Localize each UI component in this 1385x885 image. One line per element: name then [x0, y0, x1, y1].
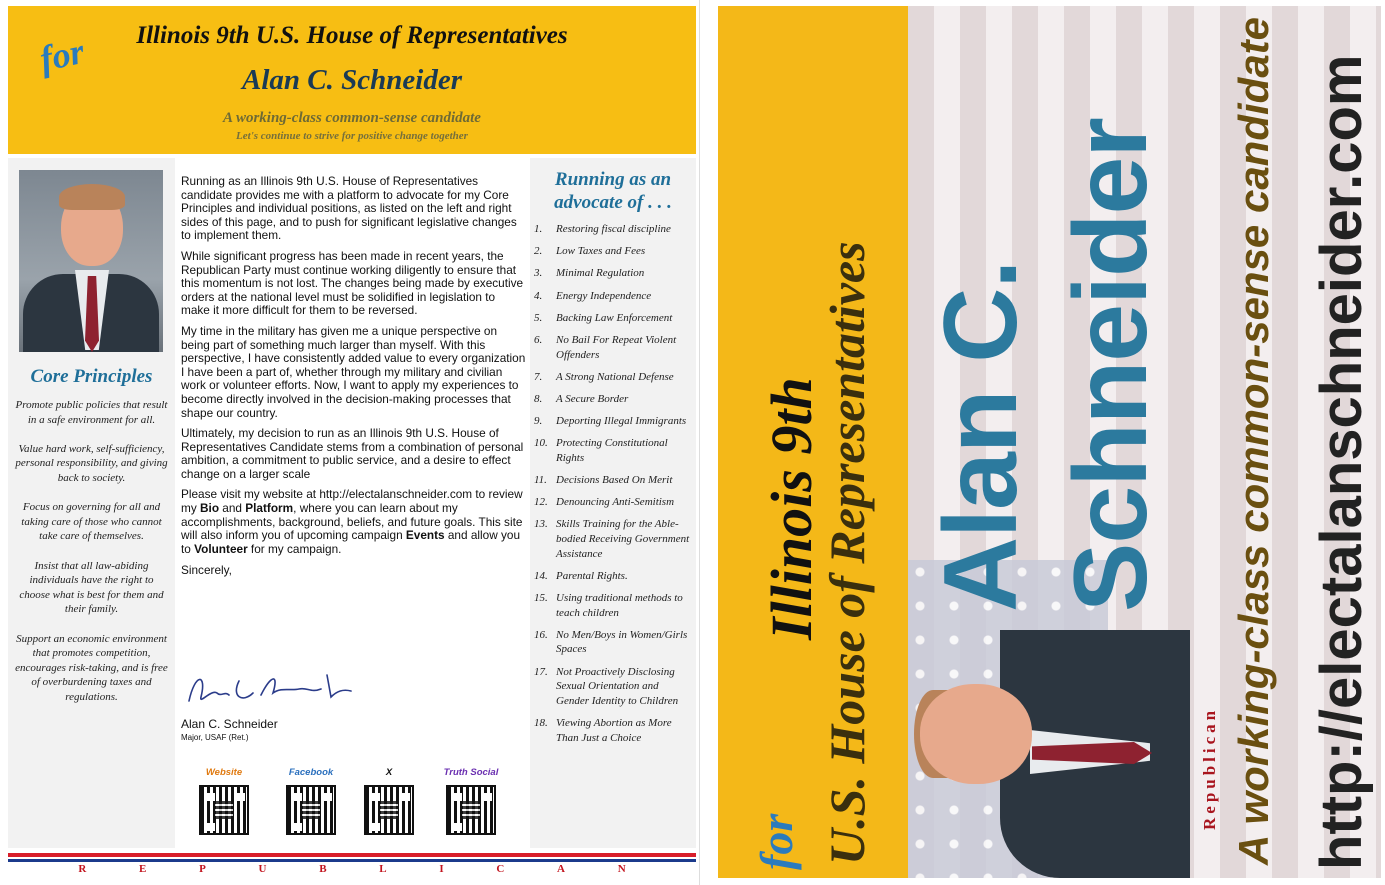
advocate-item: [534, 665, 694, 709]
item-text: Protecting Constitutional Rights: [556, 437, 668, 464]
footer-letter: U: [258, 863, 267, 875]
footer-letter: R: [78, 863, 87, 875]
core-principle-item: Value hard work, self-sufficiency, personal responsibility, and giving back to society.: [15, 442, 168, 484]
text-run: and allow you to: [181, 528, 521, 556]
item-text: Minimal Regulation: [556, 267, 645, 280]
advocate-title-line: advocate of . . .: [554, 192, 672, 213]
item-number: 2.: [534, 245, 543, 258]
item-text: Viewing Abortion as More Than Just a Choice: [556, 716, 672, 744]
sign-last-name: Schneider: [1053, 118, 1169, 612]
flyer-header: [8, 6, 696, 154]
sign-party: Republican: [1200, 706, 1219, 830]
advocate-item: [534, 716, 694, 745]
advocate-item: [534, 370, 694, 385]
item-text: Not Proactively Disclosing Sexual Orientation and Gender Identity to Children: [556, 665, 679, 707]
qr-truth-social[interactable]: [431, 767, 511, 835]
core-principle-item: Promote public policies that result in a safe environment for all.: [15, 399, 168, 426]
advocate-item: [534, 591, 694, 620]
item-text: A Strong National Defense: [556, 370, 674, 383]
yard-sign: [710, 0, 1385, 885]
item-text: Skills Training for the Able-bodied Receiving Government Assistance: [556, 518, 690, 560]
item-number: 9.: [534, 415, 543, 428]
item-text: Restoring fiscal discipline: [556, 223, 671, 235]
handwritten-signature: [181, 667, 361, 711]
advocate-item: [534, 311, 694, 326]
item-number: 10.: [534, 437, 548, 450]
letter-paragraph: My time in the military has given me a unique perspective on being part of something much larger than myself. With this perspective, I have consistently added value to every organization I have been a part of, whether through my military and civilian work or volunteer efforts. Now, I want to apply my experiences to become directly involved in the decision-making processes that shape our country.: [181, 323, 526, 420]
footer-letter: N: [617, 863, 626, 875]
republican-letters: [8, 863, 696, 875]
header-for-word: for: [36, 30, 88, 80]
advocate-item: [534, 266, 694, 281]
footer-letter: B: [319, 863, 327, 875]
core-principle-item: Insist that all law-abiding individuals have the right to choose what is best for them and their family.: [19, 559, 164, 616]
qr-label: Facebook: [288, 767, 334, 778]
signoff: Sincerely,: [181, 563, 232, 578]
item-number: 14.: [534, 569, 548, 582]
item-text: Denouncing Anti-Semitism: [556, 496, 675, 509]
item-number: 16.: [534, 628, 548, 641]
advocate-title: [530, 168, 696, 214]
advocate-item: [534, 414, 694, 429]
candidate-tagline: A working-class common-sense candidate: [223, 110, 481, 126]
core-principle-item: Focus on governing for all and taking care of those who cannot take care of themselves.: [21, 501, 162, 543]
qr-code-icon: [199, 785, 249, 835]
letter-body: [181, 174, 526, 778]
advocate-item: [534, 392, 694, 407]
advocate-item: [534, 517, 694, 561]
advocate-list: [534, 222, 694, 753]
sign-website-link[interactable]: http://electalanschneider.com: [1309, 54, 1374, 870]
footer-letter: I: [439, 863, 444, 875]
sign-office: U.S. House of Representatives: [819, 241, 875, 865]
item-number: 5.: [534, 311, 543, 324]
item-number: 15.: [534, 592, 548, 604]
footer-letter: P: [199, 863, 206, 875]
letter-paragraph: Ultimately, my decision to run as an Illinois 9th U.S. House of Representatives Candidate stems from a combination of personal ambition, a commitment to public service, and a desire to effect change on a larger scale: [181, 426, 524, 481]
qr-label: Truth Social: [443, 767, 499, 778]
qr-x[interactable]: [349, 767, 429, 835]
qr-label: Website: [205, 767, 243, 778]
item-number: 8.: [534, 392, 543, 405]
item-text: A Secure Border: [556, 392, 629, 405]
advocate-item: [534, 569, 694, 584]
item-number: 6.: [534, 333, 543, 346]
item-text: Low Taxes and Fees: [556, 245, 646, 258]
core-principles-list: [14, 398, 169, 719]
text-run: Please visit my website at http://electalanschneider.com to review my: [181, 487, 523, 516]
sign-for-word: for: [751, 813, 802, 870]
qr-label: X: [385, 767, 393, 778]
qr-website[interactable]: [184, 767, 264, 835]
sign-district: Illinois 9th: [759, 377, 824, 640]
bio-keyword: Bio: [200, 501, 220, 516]
item-text: Using traditional methods to teach children: [556, 592, 683, 619]
advocate-title-line: Running as an: [554, 169, 672, 190]
platform-keyword: Platform: [245, 501, 294, 516]
letter-paragraph: Running as an Illinois 9th U.S. House of Representatives candidate provides me with a platform to advocate for my Core Principles and individual positions, as listed on the left and right sides of this page, and to push for significant legislative changes to implement them.: [181, 174, 517, 243]
advocate-item: [534, 436, 694, 465]
advocate-item: [534, 495, 694, 510]
item-number: 7.: [534, 370, 543, 383]
advocate-item: [534, 222, 694, 237]
signature-name: Alan C. Schneider: [181, 717, 278, 731]
item-number: 12.: [534, 496, 548, 509]
qr-facebook[interactable]: [271, 767, 351, 835]
sign-first-name: Alan C.: [923, 260, 1039, 612]
signature-rank: Major, USAF (Ret.): [181, 733, 249, 742]
item-text: Deporting Illegal Immigrants: [556, 415, 687, 428]
item-number: 18.: [534, 716, 548, 729]
item-number: 4.: [534, 289, 543, 302]
candidate-name: Alan C. Schneider: [242, 64, 462, 96]
core-principles-column: [8, 158, 175, 848]
header-title: Illinois 9th U.S. House of Representatives: [136, 22, 568, 49]
item-text: Decisions Based On Merit: [556, 474, 673, 487]
qr-code-icon: [364, 785, 414, 835]
sign-candidate-photo: [910, 630, 1190, 878]
footer-letter: E: [139, 863, 147, 875]
advocate-item: [534, 333, 694, 362]
text-run: and: [219, 501, 246, 516]
item-number: 17.: [534, 665, 548, 678]
letter-paragraph: While significant progress has been made in recent years, the Republican Party must continue working diligently to ensure that this momentum is not lost. The changes being made by executive orders at the national level must be solidified in legislation to make it more difficult for them to be reversed.: [181, 248, 524, 318]
core-principles-title: Core Principles: [30, 366, 153, 387]
sign-tagline: A working-class common-sense candidate: [1230, 16, 1277, 865]
volunteer-keyword: Volunteer: [194, 541, 248, 556]
candidate-subtagline: Let's continue to strive for positive change together: [236, 130, 468, 142]
item-text: Parental Rights.: [556, 569, 628, 582]
events-keyword: Events: [405, 528, 445, 543]
text-run: , where you can learn about my accomplishments, background, beliefs, and future goals. This site will also inform you of upcoming campaign: [181, 501, 523, 543]
qr-code-icon: [286, 785, 336, 835]
advocate-item: [534, 244, 694, 259]
letter-paragraph-website: [181, 488, 526, 556]
advocate-item: [534, 473, 694, 488]
text-run: for my campaign.: [247, 541, 342, 556]
item-number: 1.: [534, 223, 543, 235]
footer-letter: L: [379, 863, 387, 875]
item-number: 3.: [534, 267, 543, 280]
footer-letter: A: [557, 863, 565, 875]
item-number: 13.: [534, 518, 548, 531]
footer-letter: C: [496, 863, 505, 875]
item-text: No Bail For Repeat Violent Offenders: [556, 333, 677, 361]
core-principle-item: Support an economic environment that promotes competition, encourages risk-taking, and is free of overburdening taxes and regulations.: [15, 632, 168, 703]
advocate-column: [530, 158, 696, 848]
advocate-item: [534, 289, 694, 304]
item-number: 11.: [534, 474, 547, 487]
advocate-item: [534, 628, 694, 657]
candidate-portrait: [19, 170, 163, 352]
item-text: No Men/Boys in Women/Girls Spaces: [556, 628, 688, 656]
item-text: Backing Law Enforcement: [556, 311, 673, 324]
republican-footer-bar: [8, 850, 696, 878]
item-text: Energy Independence: [556, 289, 652, 302]
qr-code-icon: [446, 785, 496, 835]
